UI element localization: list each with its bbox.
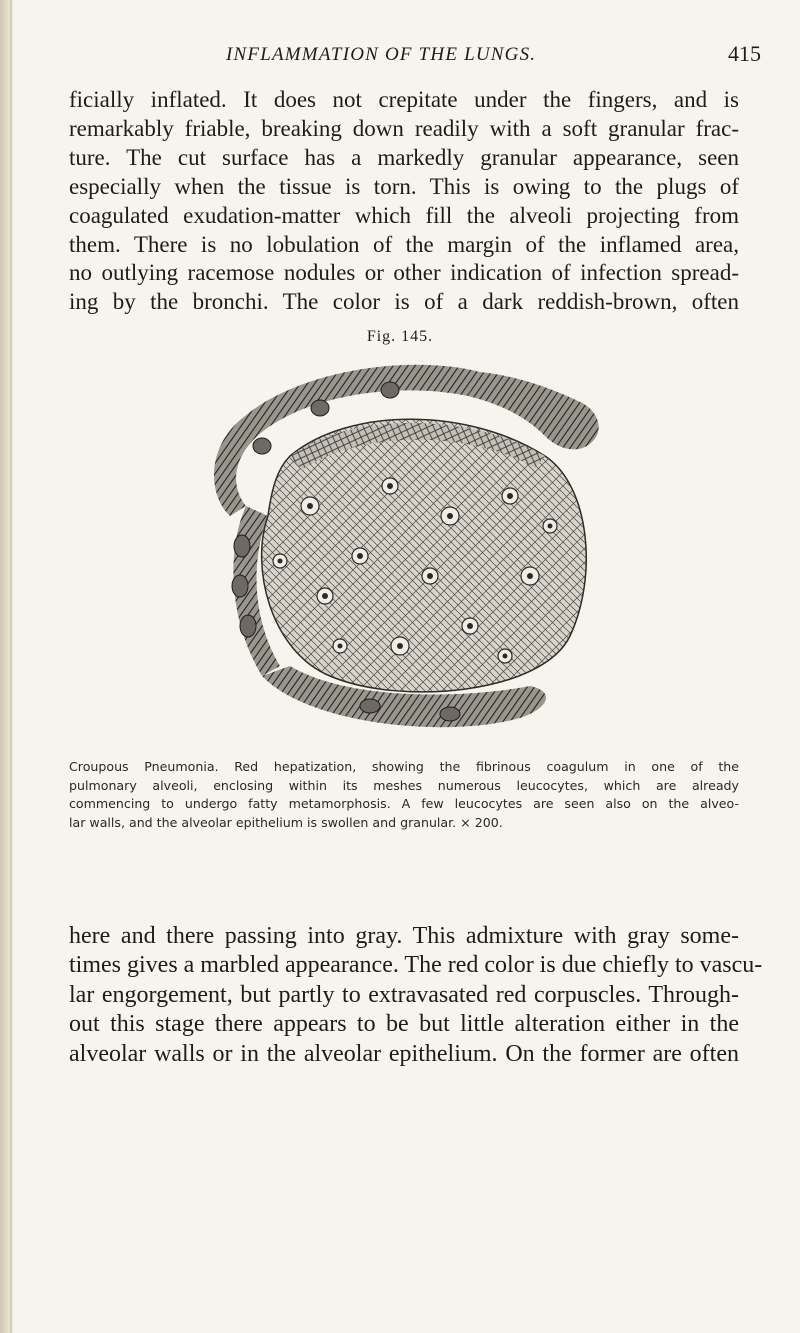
caption-line: lar walls, and the alveolar epithelium is swollen and granular. × 200. [69,814,503,830]
text-line: coagulated exudation-matter which fill the alveoli projecting from [69,202,739,228]
caption-line: commencing to undergo fatty metamorphosis. A few leucocytes are seen also on the alveo- [69,796,739,812]
paragraph-top [69,86,739,317]
caption-line: Croupous Pneumonia. Red hepatization, showing the fibrinous coagulum in one of the [69,759,739,774]
page-number: 415 [728,41,761,66]
text-line: no outlying racemose nodules or other indication of infection spread- [69,260,739,286]
text-line: them. There is no lobulation of the margin of the inflamed area, [69,231,739,257]
caption-line: pulmonary alveoli, enclosing within its meshes numerous leucocytes, which are already [69,777,739,793]
running-title: INFLAMMATION OF THE LUNGS. [226,44,537,65]
text-line: ficially inflated. It does not crepitate under the fingers, and is [69,87,739,112]
text-line: times gives a marbled appearance. The red color is due chiefly to vascu- [69,952,763,979]
text-line: lar engorgement, but partly to extravasated red corpuscles. Through- [69,981,739,1008]
text-line: remarkably friable, breaking down readily with a soft granular frac- [69,115,739,141]
text-line: out this stage there appears to be but little alteration either in the [69,1011,739,1038]
text-line: alveolar walls or in the alveolar epithelium. On the former are often [69,1040,739,1067]
figure-label: Fig. 145. [366,328,434,345]
binding-shadow [10,0,12,1333]
running-head [0,41,800,74]
text-line: ture. The cut surface has a markedly granular appearance, seen [69,144,739,170]
figure-caption [69,758,739,832]
paragraph-bottom [69,922,763,1069]
text-line: here and there passing into gray. This admixture with gray some- [69,923,739,949]
text-line: ing by the bronchi. The color is of a dark reddish-brown, often [69,289,739,315]
histology-figure [150,346,670,736]
text-line: especially when the tissue is torn. This is owing to the plugs of [69,173,739,199]
